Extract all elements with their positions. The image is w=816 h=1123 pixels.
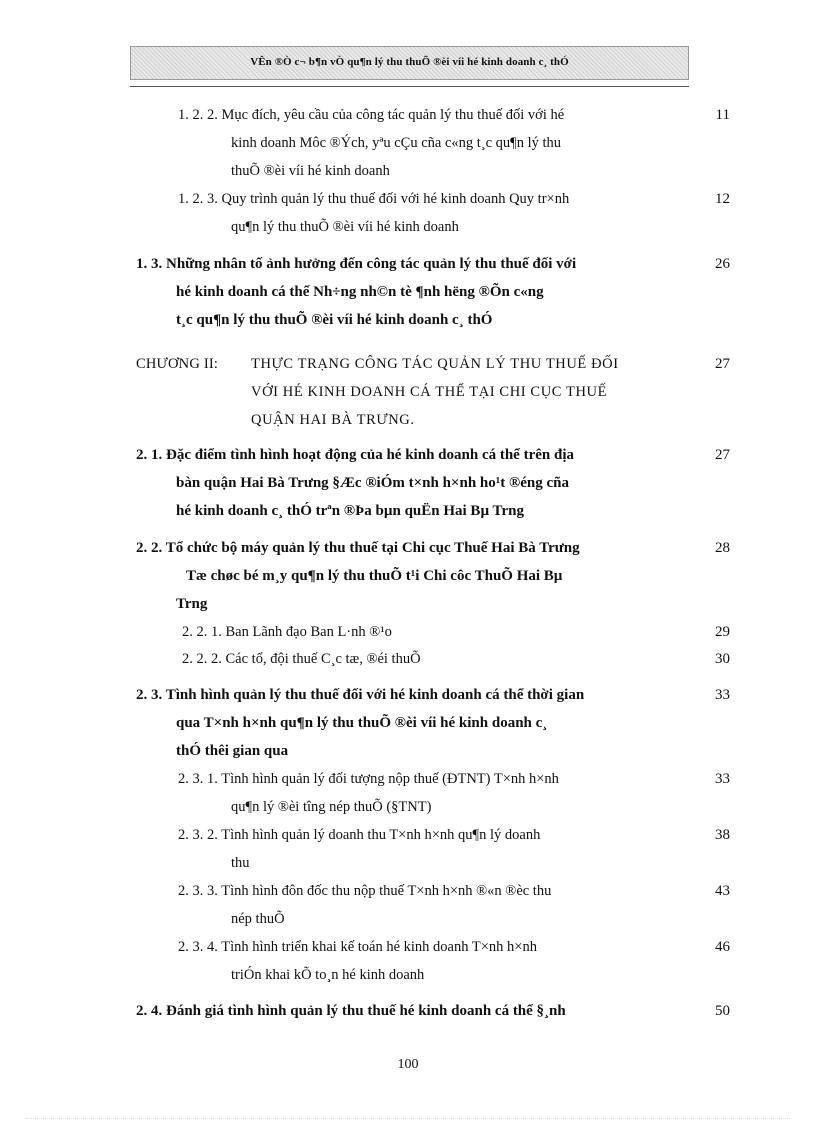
- toc-entry-line: 2. 3. 1. Tình hình quản lý đối tượng nộp thuế (ĐTNT) T×nh h×nh: [178, 771, 559, 787]
- toc-entry-line: VỚI HÉ KINH DOANH CÁ THỂ TẠI CHI CỤC THUẾ: [251, 384, 608, 400]
- toc-entry-line: 2. 3. 4. Tình hình triển khai kế toán hé kinh doanh T×nh h×nh: [178, 939, 537, 955]
- toc-entry-line: thu: [231, 855, 250, 871]
- toc-entry-line: 2. 2. 1. Ban Lãnh đạo Ban L·nh ®¹o: [182, 624, 392, 640]
- running-header-title: VÊn ®Ò c¬ b¶n vÒ qu¶n lý thu thuÕ ®èi víi hé kinh doanh c¸ thÓ: [250, 56, 569, 68]
- toc-entry-line: bàn quận Hai Bà Trưng §Æc ®iÓm t×nh h×nh ho¹t ®éng cña: [176, 475, 569, 491]
- toc-page-number: 33: [715, 771, 730, 787]
- toc-page-number: 38: [715, 827, 730, 843]
- toc-entry-line: qua T×nh h×nh qu¶n lý thu thuÕ ®èi víi hé kinh doanh c¸: [176, 715, 548, 731]
- toc-entry-line: hé kinh doanh cá thể Nh÷ng nh©n tè ¶nh hëng ®Õn c«ng: [176, 284, 544, 300]
- header-divider: [130, 86, 689, 87]
- toc-page-number: 27: [715, 356, 730, 372]
- toc-entry-line: Trng: [176, 596, 208, 612]
- toc-entry-line: 2. 3. Tình hình quản lý thu thuế đối với hé kinh doanh cá thể thời gian: [136, 687, 585, 703]
- toc-entry-line: hé kinh doanh c¸ thÓ trªn ®Þa bµn quËn Hai Bµ Trng: [176, 503, 524, 519]
- toc-entry-line: thÓ thêi gian qua: [176, 743, 289, 759]
- toc-page-number: 29: [715, 624, 730, 640]
- toc-entry-line: qu¶n lý thu thuÕ ®èi víi hé kinh doanh: [231, 219, 459, 235]
- toc-page-number: 30: [715, 651, 730, 667]
- toc-entry-line: 2. 2. 2. Các tổ, đội thuế C¸c tæ, ®éi thuÕ: [182, 651, 421, 667]
- toc-entry-line: triÓn khai kÕ to¸n hé kinh doanh: [231, 967, 425, 983]
- toc-entry-line: thuÕ ®èi víi hé kinh doanh: [231, 163, 390, 179]
- toc-entry-line: 1. 3. Những nhân tố ảnh hưởng đến công tác quản lý thu thuế đối với: [136, 256, 577, 272]
- toc-entry-line: THỰC TRẠNG CÔNG TÁC QUẢN LÝ THU THUẾ ĐỐI: [251, 356, 619, 372]
- toc-page-number: 28: [715, 540, 730, 556]
- chapter-label: CHƯƠNG II:: [136, 356, 219, 372]
- toc-entry-line: 2. 1. Đặc điểm tình hình hoạt động của hé kinh doanh cá thể trên địa: [136, 447, 575, 463]
- toc-entry-line: 2. 3. 2. Tình hình quản lý doanh thu T×nh h×nh qu¶n lý doanh: [178, 827, 541, 843]
- toc-entry-line: t¸c qu¶n lý thu thuÕ ®èi víi hé kinh doanh c¸ thÓ: [176, 312, 493, 328]
- running-header: [130, 46, 689, 80]
- toc-entry-line: Tæ chøc bé m¸y qu¶n lý thu thuÕ t¹i Chi côc ThuÕ Hai Bµ: [186, 568, 563, 584]
- toc-entry-line: QUẬN HAI BÀ TRƯNG.: [251, 412, 415, 428]
- toc-page-number: 11: [715, 107, 730, 123]
- toc-entry-line: qu¶n lý ®èi tîng nép thuÕ (§TNT): [231, 799, 432, 815]
- toc-page-number: 33: [715, 687, 730, 703]
- toc-entry-line: 2. 4. Đánh giá tình hình quản lý thu thuế hé kinh doanh cá thể §¸nh: [136, 1003, 566, 1019]
- toc-entry-line: kinh doanh Môc ®Ých, yªu cÇu cña c«ng t¸c qu¶n lý thu: [231, 135, 562, 151]
- toc-page-number: 50: [715, 1003, 730, 1019]
- toc-entry-line: 1. 2. 2. Mục đích, yêu cầu của công tác quản lý thu thuế đối với hé: [178, 107, 565, 123]
- toc-page-number: 27: [715, 447, 730, 463]
- toc-entry-line: nép thuÕ: [231, 911, 285, 927]
- toc-page-number: 12: [715, 191, 730, 207]
- page-bottom-divider: [26, 1118, 790, 1119]
- toc-entry-line: 2. 2. Tổ chức bộ máy quản lý thu thuế tại Chi cục Thuế Hai Bà Trưng: [136, 540, 580, 556]
- toc-entry-line: 2. 3. 3. Tình hình đôn đốc thu nộp thuế T×nh h×nh ®«n ®èc thu: [178, 883, 552, 899]
- toc-page-number: 26: [715, 256, 730, 272]
- toc-page-number: 43: [715, 883, 730, 899]
- toc-entry-line: 1. 2. 3. Quy trình quản lý thu thuế đối với hé kinh doanh Quy tr×nh: [178, 191, 570, 207]
- toc-page-number: 46: [715, 939, 730, 955]
- page-number: 100: [397, 1057, 419, 1072]
